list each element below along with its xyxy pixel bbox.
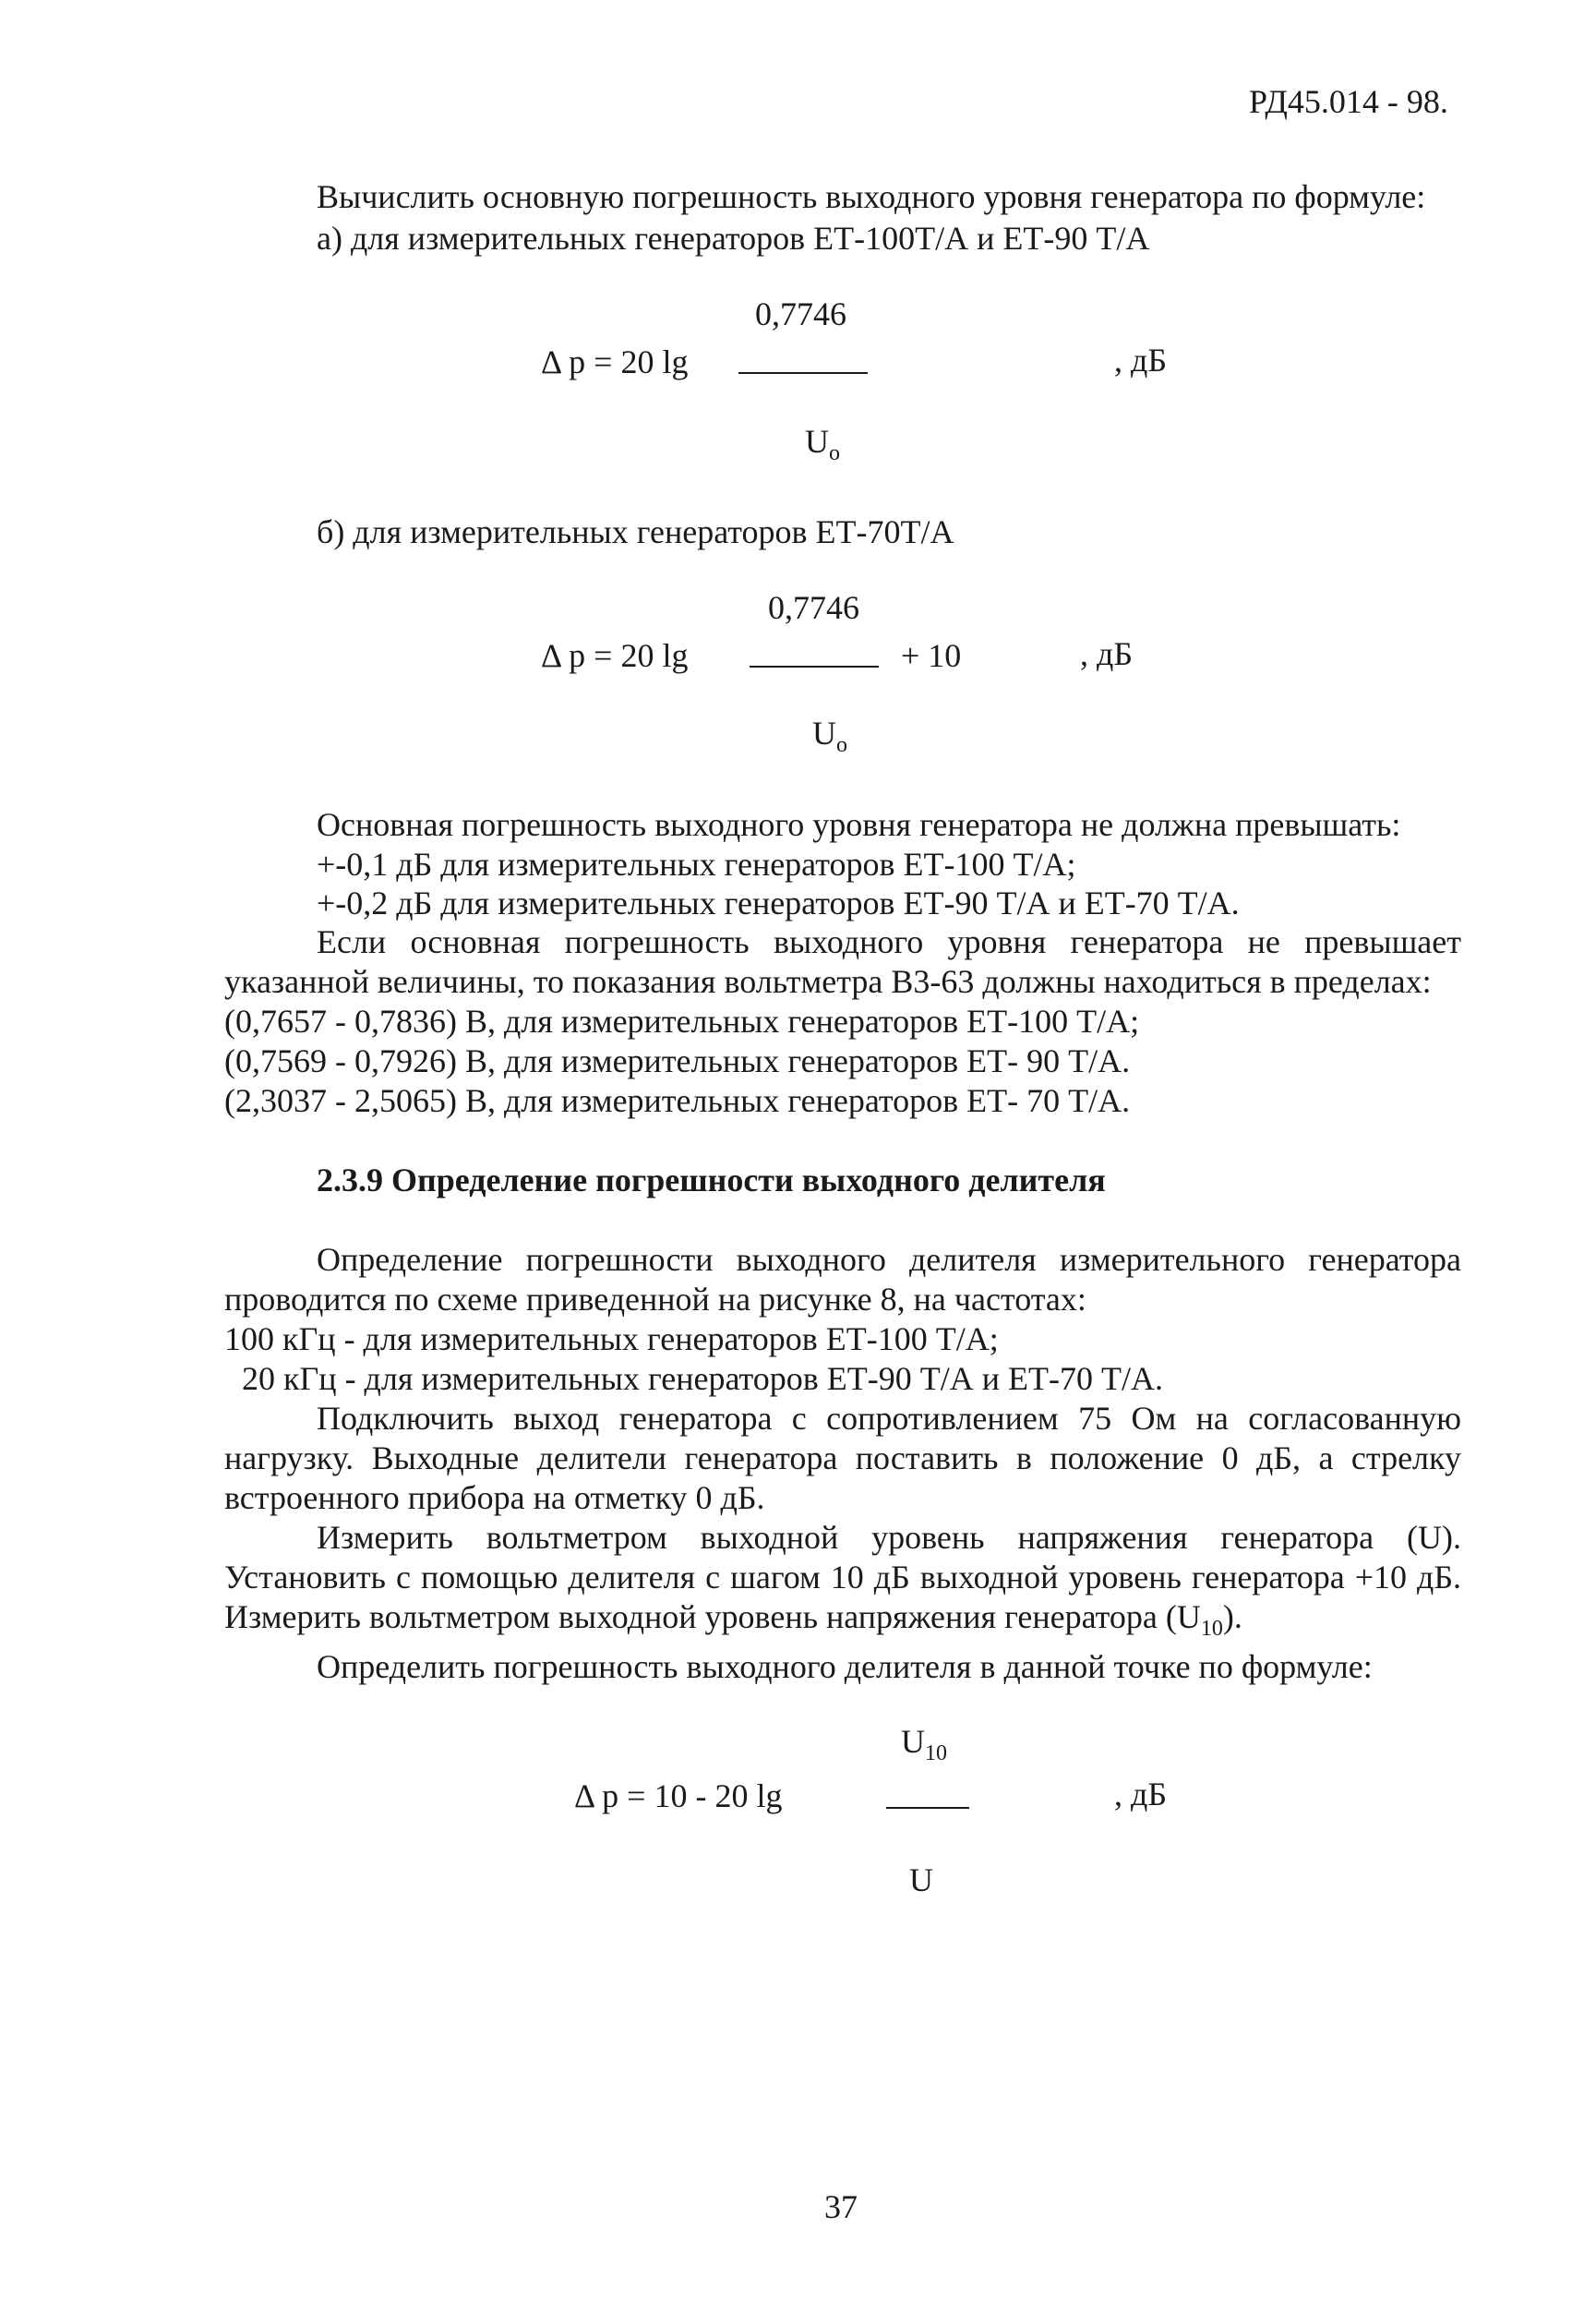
section-p2-line-3: встроенного прибора на отметку 0 дБ.: [224, 1479, 765, 1516]
intro-line: Вычислить основную погрешность выходного уровня генератора по формуле:: [317, 178, 1426, 215]
section-p1-line-2: проводится по схеме приведенной на рисунке 8, на частотах:: [224, 1281, 1086, 1318]
limits-line-6: (0,7657 - 0,7836) В, для измерительных генераторов ЕТ-100 Т/А;: [224, 1003, 1140, 1040]
formula-2-lhs: Δ p = 20 lg: [541, 637, 689, 674]
section-p1-line-3: 100 кГц - для измерительных генераторов ЕТ-100 Т/А;: [224, 1320, 999, 1357]
limits-line-7: (0,7569 - 0,7926) В, для измерительных генераторов ЕТ- 90 Т/А.: [224, 1042, 1131, 1079]
formula-1-unit: , дБ: [1114, 342, 1167, 379]
formula-1-denominator: $U_о$: [805, 423, 840, 465]
limits-line-5: указанной величины, то показания вольтметра В3-63 должны находиться в пределах:: [224, 963, 1432, 1000]
page-number: 37: [824, 2188, 858, 2225]
limits-line-4: Если основная погрешность выходного уровня генератора не превышает: [317, 923, 1461, 960]
limits-line-1: Основная погрешность выходного уровня генератора не должна превышать:: [317, 806, 1401, 843]
formula-3-fraction-bar: [886, 1807, 969, 1809]
formula-1-lhs: Δ p = 20 lg: [541, 343, 689, 380]
formula-3-numerator: $U_{10}$: [901, 1723, 947, 1765]
item-b: б) для измерительных генераторов ЕТ-70Т/А: [317, 513, 954, 550]
formula-2-unit: , дБ: [1080, 635, 1133, 672]
section-p1-line-4: 20 кГц - для измерительных генераторов ЕТ-90 Т/А и ЕТ-70 Т/А.: [242, 1360, 1163, 1397]
formula-3-unit: , дБ: [1114, 1776, 1167, 1812]
formula-3-denominator: U: [909, 1861, 933, 1898]
formula-2-numerator: 0,7746: [768, 589, 859, 626]
section-heading: 2.3.9 Определение погрешности выходного делителя: [317, 1162, 1106, 1198]
limits-line-8: (2,3037 - 2,5065) В, для измерительных генераторов ЕТ- 70 Т/А.: [224, 1082, 1131, 1119]
section-p1-line-1: Определение погрешности выходного делителя измерительного генератора: [317, 1241, 1461, 1278]
section-p2-line-1: Подключить выход генератора с сопротивлением 75 Ом на согласованную: [317, 1400, 1461, 1437]
item-a: а) для измерительных генераторов ЕТ-100Т/А и ЕТ-90 Т/А: [317, 220, 1150, 257]
formula-2-denominator: $U_о$: [812, 715, 847, 757]
section-p3-line-1: Измерить вольтметром выходной уровень напряжения генератора (U).: [317, 1519, 1461, 1556]
section-p4-line-1: Определить погрешность выходного делителя в данной точке по формуле:: [317, 1648, 1373, 1685]
section-p2-line-2: нагрузку. Выходные делители генератора поставить в положение 0 дБ, а стрелку: [224, 1439, 1461, 1476]
formula-2-tail: + 10: [901, 637, 962, 674]
formula-3-lhs: Δ p = 10 - 20 lg: [574, 1777, 783, 1814]
formula-2-fraction-bar: [750, 666, 879, 668]
formula-1-fraction-bar: [738, 372, 868, 374]
limits-line-3: +-0,2 дБ для измерительных генераторов ЕТ-90 Т/А и ЕТ-70 Т/А.: [317, 885, 1240, 921]
document-code: РД45.014 - 98.: [1249, 83, 1448, 120]
section-p3-line-2: Установить с помощью делителя с шагом 10 дБ выходной уровень генератора +10 дБ.: [224, 1559, 1461, 1596]
limits-line-2: +-0,1 дБ для измерительных генераторов ЕТ-100 Т/А;: [317, 846, 1076, 883]
section-p3-line-3: Измерить вольтметром выходной уровень напряжения генератора $(U_{10})$.: [224, 1598, 1242, 1641]
formula-1-numerator: 0,7746: [755, 295, 846, 332]
